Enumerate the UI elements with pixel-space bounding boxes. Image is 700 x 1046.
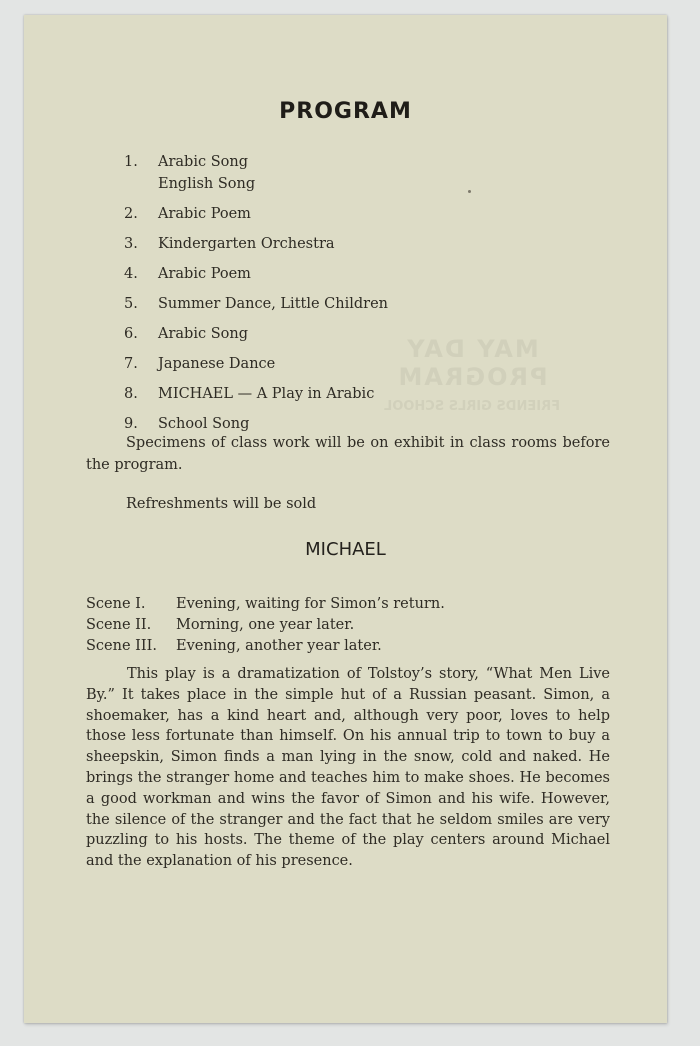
program-item-text: School Song xyxy=(158,416,250,432)
program-item-text: Japanese Dance xyxy=(158,356,276,372)
program-item-text: MICHAEL — A Play in Arabic xyxy=(158,386,375,402)
show-through-line: FRIENDS GIRLS SCHOOL xyxy=(383,399,561,414)
program-item-text: Summer Dance, Little Children xyxy=(158,296,389,312)
scene-description: Evening, another year later. xyxy=(176,638,382,654)
program-item-number: 7. xyxy=(124,356,138,372)
scene-item xyxy=(86,594,445,615)
program-item xyxy=(124,151,388,195)
program-title: PROGRAM xyxy=(279,99,412,124)
program-sheet xyxy=(24,15,667,1023)
show-through-line: MAY DAY PROGRAM xyxy=(396,335,548,391)
program-item-text: Arabic Song English Song xyxy=(158,154,256,192)
program-item-number: 4. xyxy=(124,266,138,282)
paper-speck xyxy=(468,190,471,193)
program-item-text: Kindergarten Orchestra xyxy=(158,236,335,252)
program-list xyxy=(124,151,388,443)
program-item xyxy=(124,263,388,285)
scene-label: Scene III. xyxy=(86,638,157,654)
program-item-text: Arabic Song xyxy=(158,326,248,342)
program-item xyxy=(124,233,388,255)
scene-list xyxy=(86,594,445,657)
program-item-number: 5. xyxy=(124,296,138,312)
scene-description: Evening, waiting for Simon’s return. xyxy=(176,596,445,612)
program-item-text: Arabic Poem xyxy=(158,206,251,222)
program-item-number: 6. xyxy=(124,326,138,342)
program-item-number: 9. xyxy=(124,416,138,432)
scene-item xyxy=(86,636,445,657)
exhibit-note: Specimens of class work will be on exhibit in class rooms before the program. xyxy=(86,435,610,473)
program-item xyxy=(124,353,388,375)
program-item-text: Arabic Poem xyxy=(158,266,251,282)
scene-label: Scene I. xyxy=(86,596,146,612)
program-item-number: 2. xyxy=(124,206,138,222)
scene-item xyxy=(86,615,445,636)
program-item-number: 1. xyxy=(124,154,138,170)
program-item xyxy=(124,293,388,315)
refreshments-note: Refreshments will be sold xyxy=(126,496,317,512)
play-synopsis: This play is a dramatization of Tolstoy’s story, “What Men Live By.” It takes place in the simple hut of a Russian peasant. Simon, a shoemaker, has a kind heart and, although very poor, loves to help those less fortunate than himself. On his annual trip to town to buy a sheepskin, Simon finds a man lying in the snow, cold and naked. He brings the stranger home and teaches him to make shoes. He becomes a good workman and wins the favor of Simon and his wife. However, the silence of the stranger and the fact that he seldom smiles are very puzzling to his hosts. The theme of the play centers around Michael and the explanation of his presence. xyxy=(86,666,610,870)
scene-label: Scene II. xyxy=(86,617,152,633)
program-item xyxy=(124,323,388,345)
program-item-number: 3. xyxy=(124,236,138,252)
scene-description: Morning, one year later. xyxy=(176,617,355,633)
program-item xyxy=(124,203,388,225)
program-item xyxy=(124,383,388,405)
program-item-number: 8. xyxy=(124,386,138,402)
play-title: MICHAEL xyxy=(305,539,386,560)
